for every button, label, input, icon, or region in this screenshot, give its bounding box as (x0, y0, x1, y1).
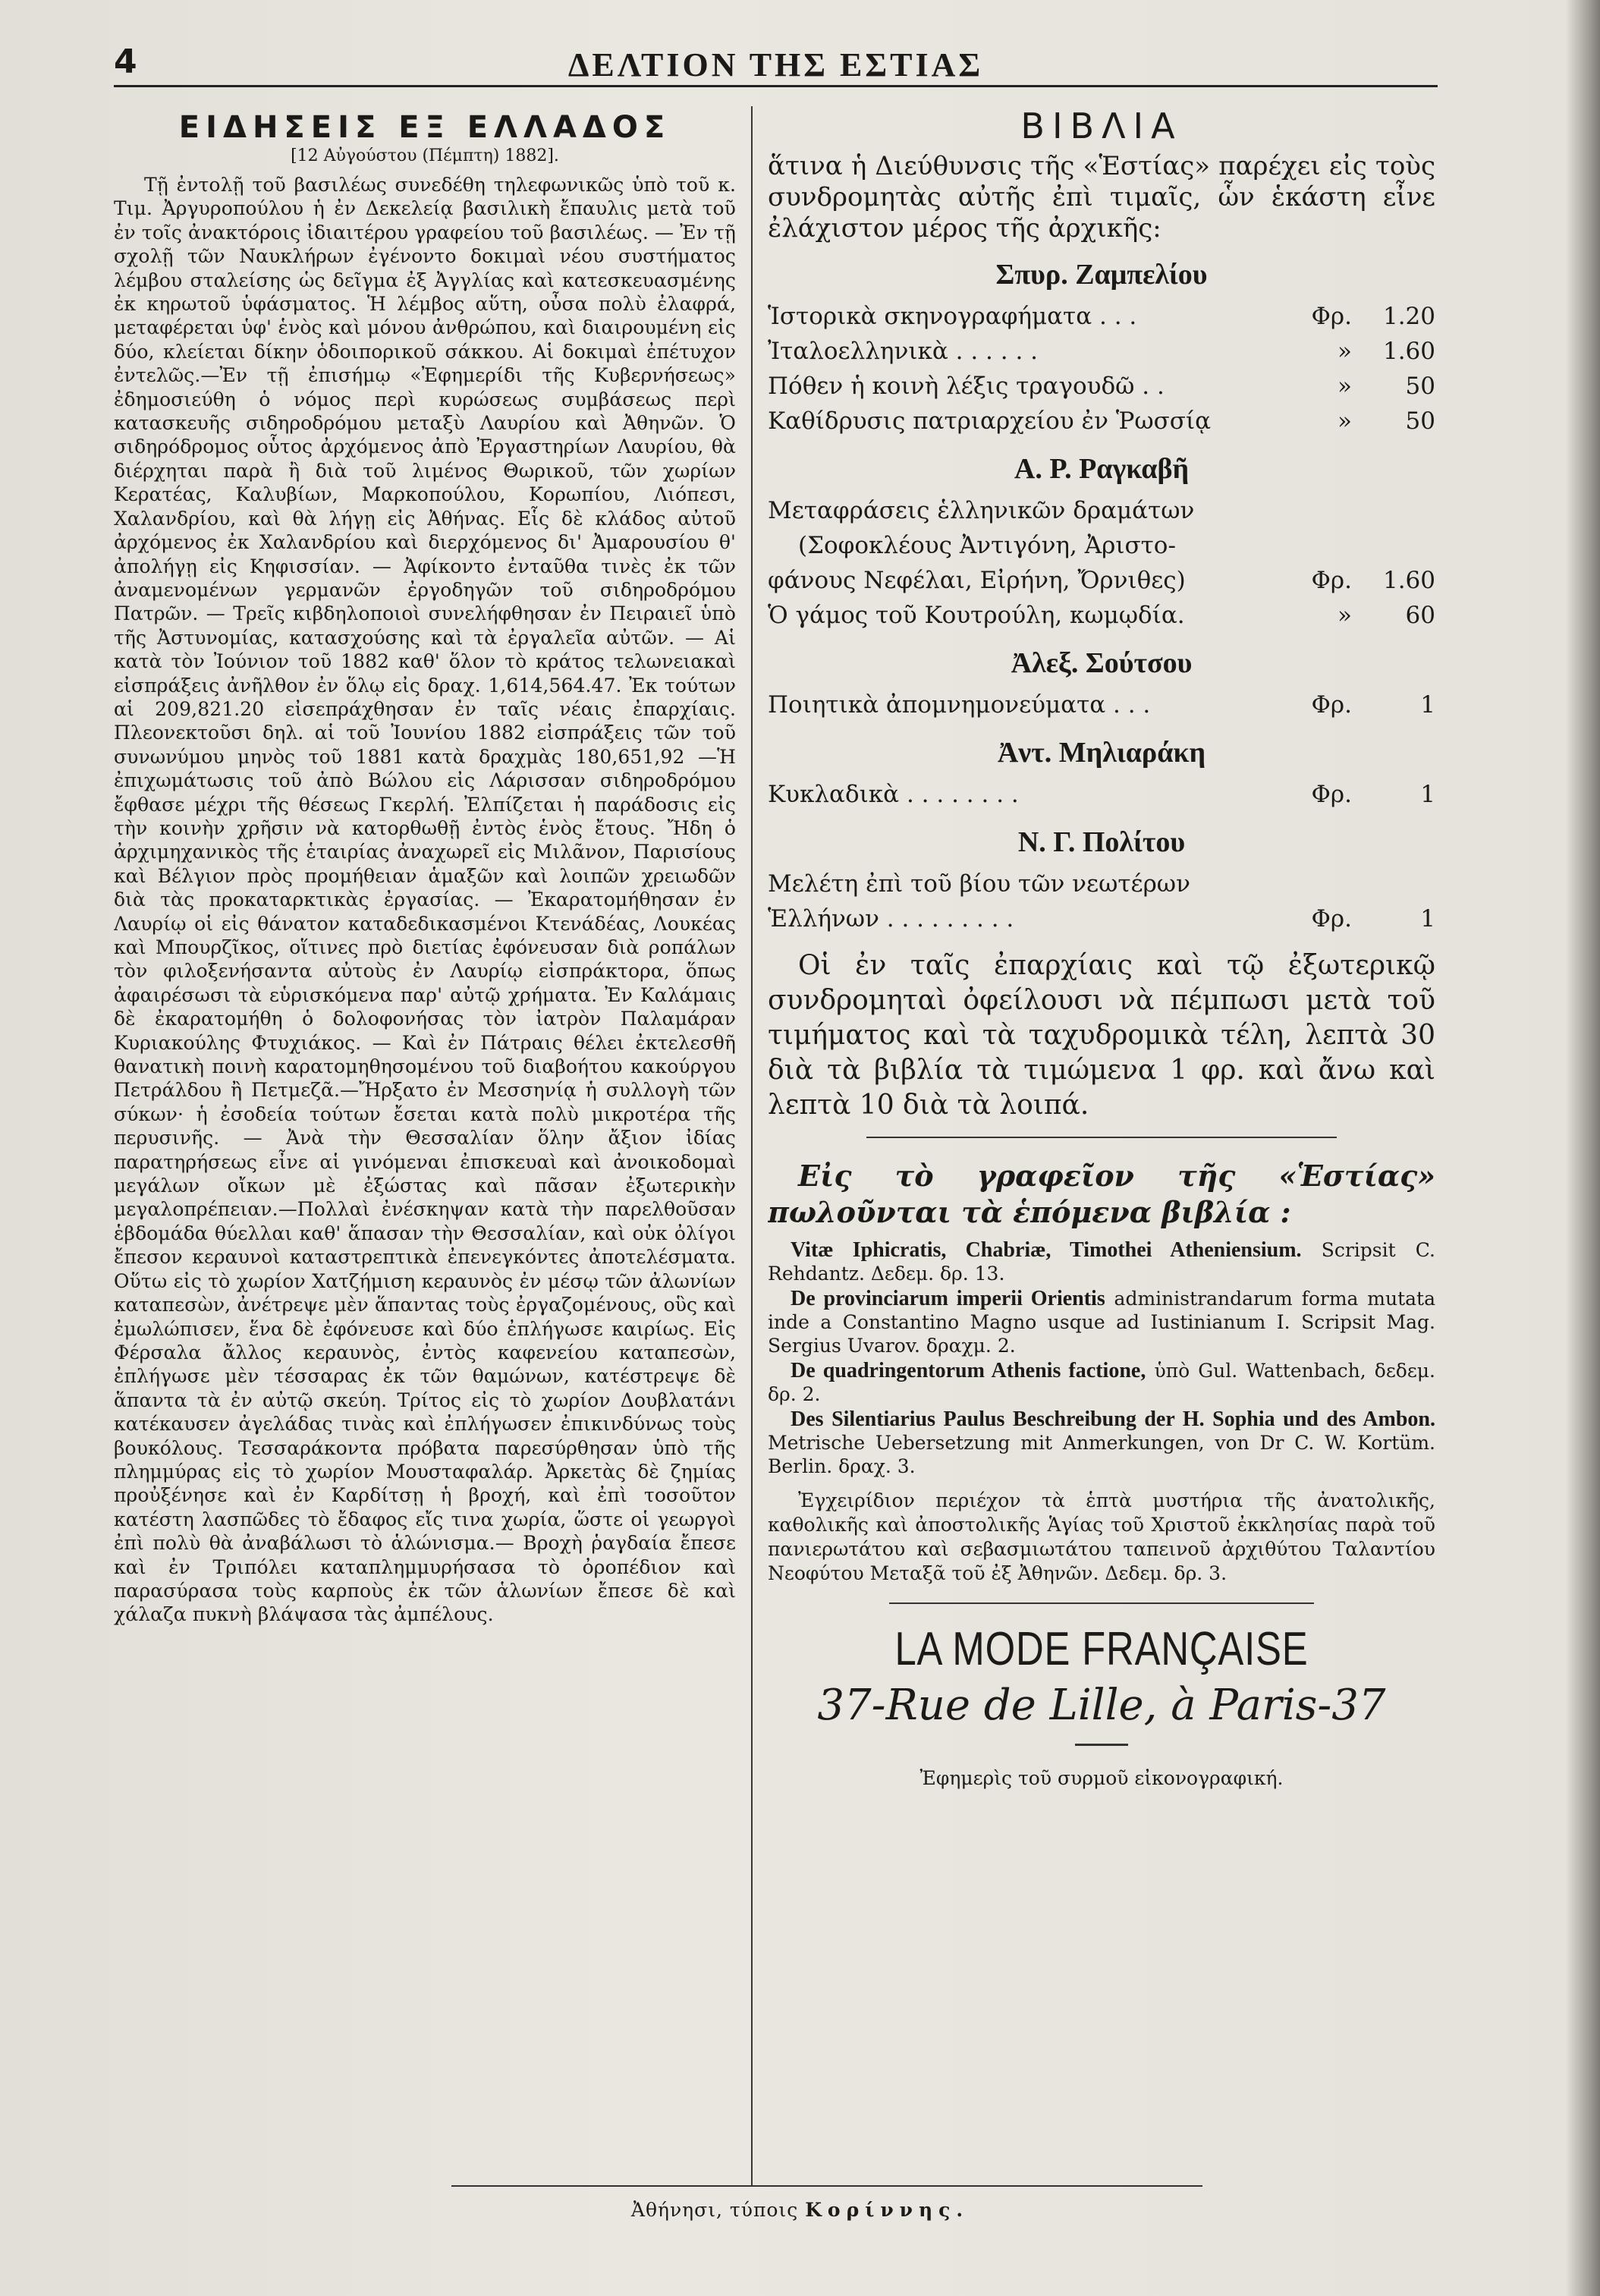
book-title: Ἰταλοελληνικὰ . . . . . . (768, 338, 1039, 365)
book-author: Σπυρ. Ζαμπελίου (995, 259, 1208, 291)
book-currency: Φρ. (1311, 781, 1352, 808)
book-title: Ὁ γάμος τοῦ Κουτρούλη, κωμῳδία. (768, 602, 1185, 629)
book-title-continuation: (Σοφοκλέους Ἀντιγόνη, Ἀριστο- (798, 532, 1176, 559)
page-header (114, 42, 1438, 88)
book-title: Ἱστορικὰ σκηνογραφήματα . . . (768, 303, 1137, 330)
book-price: 1.60 (1382, 338, 1435, 365)
book-price: 1 (1420, 781, 1435, 808)
office-heading: Εἰς τὸ γραφεῖον τῆς «Ἑστίας» πωλοῦνται τὰ ἑπόμενα βιβλία : (768, 1159, 1435, 1229)
book-row (768, 598, 1435, 633)
imprint-printer: Κορίννης. (805, 2199, 970, 2221)
latin-book-title: Des Silentiarius Paulus Beschreibung der H. Sophia und des Ambon. (791, 1407, 1435, 1431)
news-date: [12 Αὐγούστου (Πέμπτη) 1882]. (291, 146, 559, 165)
book-author: Ἀλεξ. Σούτσου (1011, 647, 1193, 679)
book-price: 60 (1405, 602, 1435, 629)
latin-book-entry (768, 1359, 1435, 1406)
mini-rule (1075, 1744, 1128, 1746)
book-price: 1 (1420, 905, 1435, 933)
book-author: Α. Ρ. Ραγκαβῆ (1014, 453, 1190, 485)
book-currency: Φρ. (1311, 303, 1352, 330)
book-currency: » (1338, 602, 1352, 629)
column-rule (751, 106, 753, 2185)
page-edge-shadow (1565, 0, 1600, 2296)
book-title: Μελέτη ἐπὶ τοῦ βίου τῶν νεωτέρων (768, 870, 1190, 898)
latin-book-details: Metrische Uebersetzung mit Anmerkungen, von Dr C. W. Kortüm. Berlin. δραχ. 3. (768, 1432, 1435, 1477)
latin-book-title: De quadringentorum Athenis factione, (791, 1359, 1146, 1382)
book-title: Ποιητικὰ ἀπομνημονεύματα . . . (768, 691, 1151, 719)
news-heading: ΕΙΔΗΣΕΙΣ ΕΞ ΕΛΛΑΔΟΣ (178, 110, 671, 145)
books-column (768, 102, 1435, 2189)
mode-title: LA MODE FRANÇAISE (894, 1623, 1309, 1675)
mode-subtitle: Ἐφημερὶς τοῦ συρμοῦ εἰκονογραφική. (919, 1767, 1284, 1789)
books-intro: ἅτινα ἡ Διεύθυνσις τῆς «Ἑστίας» παρέχει εἰς τοὺς συνδρομητὰς αὐτῆς ἐπὶ τιμαῖς, ὧν ἑκάστη εἶνε ἐλάχιστον μέρος τῆς ἀρχικῆς: (768, 151, 1435, 244)
section-rule (866, 1137, 1337, 1138)
section-rule (889, 1602, 1314, 1604)
page-number: 4 (114, 42, 137, 81)
book-row (768, 563, 1435, 598)
book-row (768, 867, 1435, 901)
latin-book-title: Vitæ Iphicratis, Chabriæ, Timothei Atheniensium. (791, 1238, 1302, 1262)
book-currency: » (1338, 407, 1352, 435)
book-price: 1 (1420, 691, 1435, 719)
book-currency: » (1338, 338, 1352, 365)
news-body (114, 173, 736, 1627)
header-rule (114, 85, 1438, 87)
book-price: 50 (1405, 407, 1435, 435)
latin-book-entry (768, 1287, 1435, 1357)
book-title: Κυκλαδικὰ . . . . . . . . (768, 781, 1019, 808)
book-price: 50 (1405, 373, 1435, 400)
latin-book-entry (768, 1407, 1435, 1478)
running-title: ΔΕΛΤΙΟΝ ΤΗΣ ΕΣΤΙΑΣ (567, 46, 984, 83)
book-row (768, 901, 1435, 936)
latin-book-details: Scripsit C. Rehdantz. Δεδεμ. δρ. 13. (768, 1239, 1435, 1285)
book-row (768, 777, 1435, 812)
book-currency: » (1338, 373, 1352, 400)
postage-notice: Οἱ ἐν ταῖς ἐπαρχίαις καὶ τῷ ἐξωτερικῷ συνδρομηταὶ ὀφείλουσι νὰ πέμπωσι μετὰ τοῦ τιμήματος καὶ τὰ ταχυδρομικὰ τέλη, λεπτὰ 30 διὰ τὰ βιβλία τὰ τιμώμενα 1 φρ. καὶ ἄνω καὶ λεπτὰ 10 διὰ τὰ λοιπά. (768, 950, 1435, 1121)
book-row (768, 404, 1435, 439)
footer-rule (451, 2185, 1202, 2187)
book-author: Ν. Γ. Πολίτου (1017, 826, 1186, 858)
book-row (768, 493, 1435, 528)
latin-book-details: administrandarum forma mutata inde a Constantino Magno usque ad Iustinianum I. Scripsit Mag. Sergius Uvarov. δραχμ. 2. (768, 1288, 1435, 1357)
book-title: Πόθεν ἡ κοινὴ λέξις τραγουδῶ . . (768, 373, 1165, 400)
news-column (114, 102, 736, 2174)
latin-book-entry (768, 1238, 1435, 1285)
book-row (768, 299, 1435, 334)
book-currency: Φρ. (1311, 905, 1352, 933)
book-price: 1.20 (1382, 303, 1435, 330)
books-sections (768, 258, 1435, 936)
latin-book-title: De provinciarum imperii Orientis (791, 1287, 1105, 1310)
book-currency: Φρ. (1311, 691, 1352, 719)
imprint-prefix: Ἀθήνησι, τύποις (630, 2199, 799, 2221)
imprint (0, 2199, 1600, 2221)
book-price: 1.60 (1382, 567, 1435, 594)
book-title: Μεταφράσεις ἑλληνικῶν δραμάτων (768, 497, 1195, 524)
book-currency: Φρ. (1311, 567, 1352, 594)
mode-address: 37-Rue de Lille, à Paris-37 (817, 1681, 1386, 1730)
handbook-notice: Ἐγχειρίδιον περιέχον τὰ ἑπτὰ μυστήρια τῆς ἀνατολικῆς, καθολικῆς καὶ ἀποστολικῆς Ἁγίας τοῦ Χριστοῦ ἐκκλησίας παρὰ τοῦ πανιερωτάτου καὶ σεβασμιωτάτου ταπεινοῦ ἀρχιθύτου Ταλαντίου Νεοφύτου Μεταξᾶ τοῦ ἐξ Ἀθηνῶν. Δεδεμ. δρ. 3. (768, 1489, 1435, 1584)
book-row (768, 334, 1435, 369)
latin-book-list (768, 1238, 1435, 1478)
news-paragraph: Τῇ ἐντολῇ τοῦ βασιλέως συνεδέθη τηλεφωνικῶς ὑπὸ τοῦ κ. Τιμ. Ἀργυροπούλου ἡ ἐν Δεκελείᾳ βασιλικὴ ἔπαυλις μετὰ τοῦ ἐν τοῖς ἀνακτόροις ἰδιαιτέρου γραφείου τοῦ βασιλέως. — Ἐν τῇ σχολῇ τῶν Ναυκλήρων ἐγένοντο δοκιμαὶ νέου συστήματος λέμβου σταλείσης ὡς δεῖγμα ἐξ Ἀγγλίας καὶ κατεσκευασμένης ἐκ κηρωτοῦ ὑφάσματος. Ἡ λέμβος αὕτη, οὖσα πολὺ ἐλαφρά, μεταφέρεται ὑφ' ἑνὸς καὶ μόνου ἀνθρώπου, καὶ διαιρουμένη εἰς δύο, κλείεται δίκην ὁδοιπορικοῦ σάκκου. Αἱ δοκιμαὶ ἐπέτυχον ἐντελῶς.—Ἐν τῇ ἐπισήμῳ «Ἐφημερίδι τῆς Κυβερνήσεως» ἐδημοσιεύθη ὁ νόμος περὶ κυρώσεως συμβάσεως περὶ κατασκευῆς σιδηροδρόμου μεταξὺ Λαυρίου καὶ Ἀθηνῶν. Ὁ σιδηρόδρομος οὗτος ἀρχόμενος ἀπὸ Ἐργαστηρίων Λαυρίου, θὰ διέρχηται παρὰ ἢ διὰ τοῦ λιμένος Θωρικοῦ, τῶν χωρίων Κερατέας, Καλυβίων, Μαρκοπούλου, Κορωπίου, Λιόπεσι, Χαλανδρίου, καὶ θὰ λήγῃ εἰς Ἀθήνας. Εἷς δὲ κλάδος αὐτοῦ ἀρχόμενος ἐκ Χαλανδρίου καὶ διερχόμενος δι' Ἀμαρουσίου θ' ἀπολήγῃ εἰς Κηφισσίαν. — Ἀφίκοντο ἐνταῦθα τινὲς ἐκ τῶν ἀναμενομένων γερμανῶν ἐργοδηγῶν τοῦ σιδηροδρόμου Πατρῶν. — Τρεῖς κιβδηλοποιοὶ συνελήφθησαν ἐν Πειραιεῖ ὑπὸ τῆς Ἀστυνομίας, κατασχούσης καὶ τὰ ἐργαλεῖα αὐτῶν. — Αἱ κατὰ τὸν Ἰούνιον τοῦ 1882 καθ' ὅλον τὸ κράτος τελωνειακαὶ εἰσπράξεις ἀνῆλθον ἐν ὅλῳ εἰς δραχ. 1,614,564.47. Ἐκ τούτων αἱ 209,821.20 εἰσεπράχθησαν ἐν ταῖς νέαις ἐπαρχίαις. Πλεονεκτοῦσι δηλ. αἱ τοῦ Ἰουνίου 1882 εἰσπράξεις τῶν τοῦ συνωνύμου μηνὸς τοῦ 1881 κατὰ δραχμὰς 180,651,92 —Ἡ ἐπιχωμάτωσις τοῦ ἀπὸ Βώλου εἰς Λάρισσαν σιδηροδρόμου ἔφθασε μέχρι τῆς θέσεως Γκερλή. Ἐλπίζεται ἡ παράδοσις εἰς τὴν κοινὴν χρῆσιν νὰ κατορθωθῇ ἐντὸς ἑνὸς ἔτους. Ἤδη ὁ ἀρχιμηχανικὸς τῆς ἑταιρίας ἀναχωρεῖ εἰς Μιλᾶνον, Παρισίους καὶ Βέλγιον πρὸς προμήθειαν ἁμαξῶν καὶ λοιπῶν χρειωδῶν διὰ τὰς προκαταρκτικὰς ἐργασίας. — Ἐκαρατομήθησαν ἐν Λαυρίῳ οἱ εἰς θάνατον καταδεδικασμένοι Κτενάδέας, Λουκέας καὶ Μπουρζῖκος, οἵτινες πρὸ διετίας ἐφόνευσαν διὰ ροπάλων τὸν φιλοξενήσαντα αὐτοὺς ἐν Λαυρίῳ εἰσπράκτορα, ὅπως ἀφαιρέσωσι τὰ εὑρισκόμενα παρ' αὐτῷ χρήματα. Ἐν Καλάμαις δὲ ἐκαρατομήθη ὁ δολοφονήσας τὸν ἰατρὸν Παλαμάραν Κυριακούλης Φτυχιάκος. — Καὶ ἐν Πάτραις θέλει ἐκτελεσθῆ θανατικὴ ποινὴ καρατομηθησομένου τοῦ διαβοήτου κακούργου Πετράλδου ἢ Πετμεζᾶ.—Ἤρξατο ἐν Μεσσηνίᾳ ἡ συλλογὴ τῶν σύκων· ἡ ἐσοδεία τούτων ἔσεται κατὰ πολὺ μικροτέρα τῆς περυσινῆς. — Ἀνὰ τὴν Θεσσαλίαν ὅλην ἄξιον ἰδίας παρατηρήσεως εἶνε αἱ γινόμεναι ἐπισκευαὶ καὶ ἀνοικοδομαὶ μεγάλων οἴκων μὲ ἐξώστας καὶ πᾶσαν ἐξωτερικὴν μεγαλοπρέπειαν.—Πολλαὶ ἐνέσκηψαν κατὰ τὴν παρελθοῦσαν ἑβδομάδα θύελλαι καθ' ἅπασαν τὴν Θεσσαλίαν, καὶ οὐκ ὀλίγοι ἔπεσον κεραυνοὶ καταστρεπτικὰ ἐπενεγκόντες ἀποτελέσματα. Οὕτω εἰς τὸ χωρίον Χατζήμιση κεραυνὸς ἐν μέσῳ τῶν ἀλωνίων καταπεσὼν, ἀνέτρεψε μὲν ἅπαντας τοὺς ἐργαζομένους, οὓς καὶ ἐμωλώπισεν, ἕνα δὲ ἐφόνευσε καὶ δύο ἐπλήγωσε καιρίως. Εἰς Φέρσαλα ἄλλος κεραυνὸς, ἐντὸς καφενείου καταπεσὼν, ἐπλήγωσε μὲν τέσσαρας ἐκ τῶν θαμώνων, κατέστρεψε δὲ ἅπαντα τὰ ἐν αὐτῷ σκεύη. Τρίτος εἰς τὸ χωρίον Δουβλατάνι κατέκαυσεν ἀγελάδας τινὰς καὶ ἐπλήγωσεν ἐπικινδύνως τοὺς βουκόλους. Τεσσαράκοντα πρόβατα παρεσύρθησαν ὑπὸ τῆς πλημμύρας εἰς τὸ χωρίον Μουσταφαλάρ. Ἀρκετὰς δὲ ζημίας προὐξένησε καὶ ἐν Καρδίτσῃ ἡ βροχή, καὶ ἐπὶ τοσοῦτον κατέστη λασπῶδες τὸ ἔδαφος εἴς τινα χωρία, ὥστε οἱ γεωργοὶ ἐπὶ πολὺ θὰ ἀναβάλωσι τὸ ἁλώνισμα.— Βροχὴ ῥαγδαία ἔπεσε καὶ ἐν Τριπόλει καταπλημμυρήσασα τὸ ὀροπέδιον καὶ παρασύρασα τοὺς καρποὺς ἐκ τῶν ἁλωνίων ἔπεσε δὲ καὶ χάλαζα πυκνὴ βλάψασα τὰς ἀμπέλους. (114, 174, 736, 1626)
books-heading: ΒΙΒΛΙΑ (1020, 105, 1183, 146)
book-title: Ἑλλήνων . . . . . . . . . (768, 905, 1014, 933)
book-row (768, 369, 1435, 404)
book-row (768, 687, 1435, 722)
book-author: Ἀντ. Μηλιαράκη (997, 737, 1206, 769)
book-title: Καθίδρυσις πατριαρχείου ἐν Ῥωσσίᾳ (768, 407, 1212, 435)
latin-book-details: ὑπὸ Gul. Wattenbach, δεδεμ. δρ. 2. (768, 1360, 1435, 1405)
book-title: φάνους Νεφέλαι, Εἰρήνη, Ὄρνιθες) (768, 567, 1186, 594)
